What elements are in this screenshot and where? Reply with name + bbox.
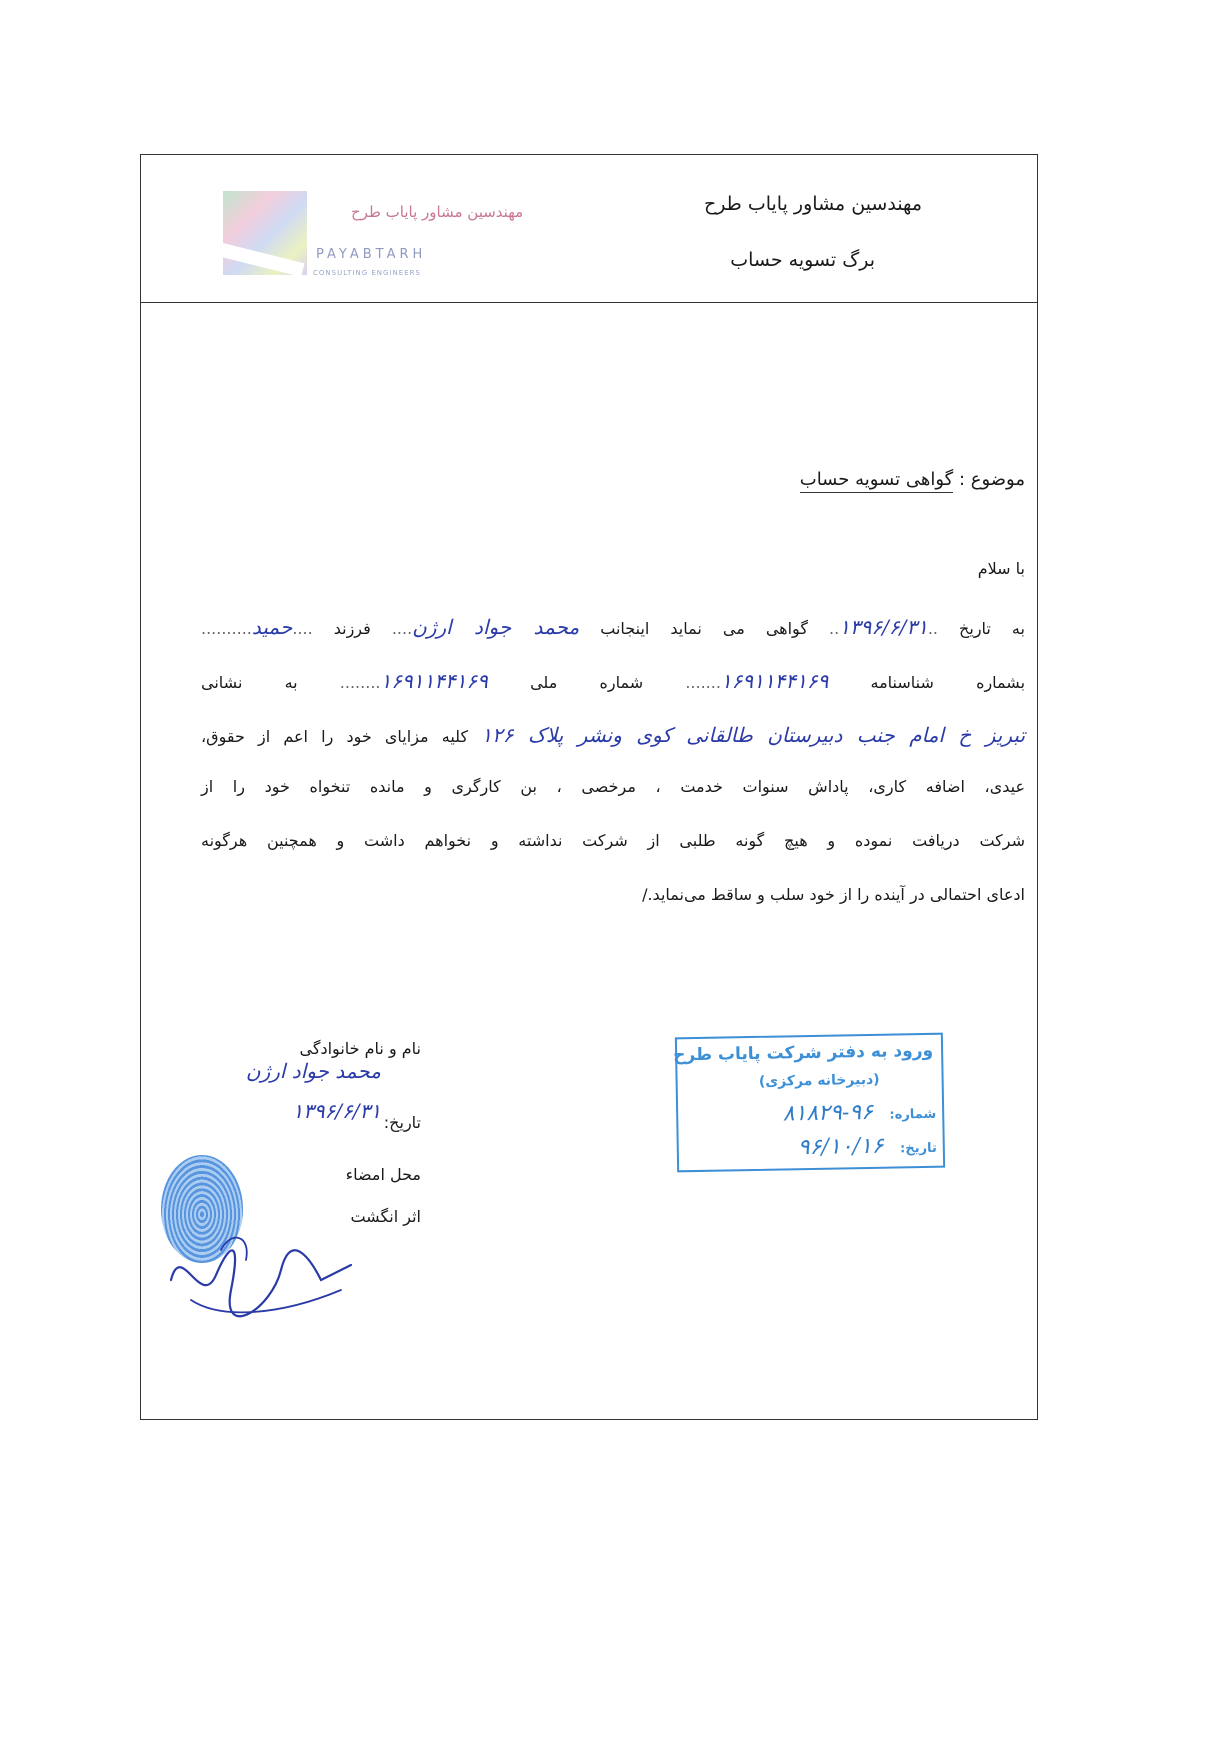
logo-subtext: CONSULTING ENGINEERS <box>313 269 421 277</box>
subject-label: موضوع : <box>958 469 1025 490</box>
company-name: مهندسین مشاور پایاب طرح <box>703 193 922 215</box>
form-title: برگ تسویه حساب <box>730 249 875 271</box>
handwritten-name: محمد جواد ارژن <box>412 615 580 639</box>
logo-text-fa: مهندسین مشاور پایاب طرح <box>351 203 524 221</box>
subject-text: گواهی تسویه حساب <box>800 469 953 493</box>
signature-icon <box>161 1220 361 1330</box>
stamp-number-row <box>783 1099 937 1127</box>
name-label: نام و نام خانوادگی <box>299 1039 421 1058</box>
letter-line-1: به تاریخ ..۱۳۹۶/۶/۳۱.. گواهی می نماید اینجانب محمد جواد ارژن.... فرزند ....حمید.......... <box>201 615 1025 639</box>
company-logo-icon <box>223 191 307 275</box>
stamp-number-label: شماره: <box>889 1106 937 1123</box>
form-header <box>141 155 1037 303</box>
letter-line-5: شرکت دریافت نموده و هیچ گونه طلبی از شرکت نداشته و نخواهم داشت و همچنین هرگونه <box>201 831 1025 850</box>
logo-text-en: PAYABTARH <box>316 247 427 262</box>
fingerprint-label: اثر انگشت <box>350 1207 421 1226</box>
date-label: تاریخ: <box>383 1113 421 1132</box>
letter-line-6: ادعای احتمالی در آینده را از خود سلب و ساقط می‌نماید./ <box>642 885 1025 904</box>
text-id-number: بشماره شناسنامه <box>870 673 1026 692</box>
stamp-date-value: ۹۶/۱۰/۱۶ <box>797 1133 884 1161</box>
handwritten-father-name: حمید <box>251 615 293 639</box>
text-certifies: گواهی می نماید اینجانب <box>600 619 808 638</box>
text-national-id: شماره ملی <box>530 673 644 692</box>
signature-block <box>211 1035 441 1235</box>
text-on-date: به تاریخ <box>959 619 1025 638</box>
greeting: با سلام <box>977 559 1025 578</box>
sign-place-label: محل امضاء <box>345 1165 421 1184</box>
letter-line-2: بشماره شناسنامه ۱۶۹۱۱۴۴۱۶۹....... شماره ملی ۱۶۹۱۱۴۴۱۶۹........ به نشانی <box>201 669 1026 693</box>
stamp-number-value: ۹۶-۸۱۸۲۹ <box>782 1099 874 1127</box>
stamp-subtitle: (دبیرخانه مرکزی) <box>758 1071 880 1090</box>
handwritten-id-number: ۱۶۹۱۱۴۴۱۶۹ <box>720 669 829 693</box>
subject-line <box>800 469 1025 490</box>
stamp-date-row <box>798 1133 937 1160</box>
form-border <box>140 154 1038 1420</box>
handwritten-address: تبریز خ امام جنب دبیرستان طالقانی کوی ونشر پلاک ۱۲۶ <box>481 723 1026 747</box>
handwritten-signer-date: ۱۳۹۶/۶/۳۱ <box>292 1099 381 1123</box>
stamp-date-label: تاریخ: <box>899 1140 937 1157</box>
letter-line-4: عیدی، اضافه کاری، پاداش سنوات خدمت ، مرخصی ، بن کارگری و مانده تنخواه خود را از <box>201 777 1025 796</box>
handwritten-national-id: ۱۶۹۱۱۴۴۱۶۹ <box>380 669 488 693</box>
text-address: به نشانی <box>201 673 298 692</box>
stamp-title: ورود به دفتر شرکت پایاب طرح <box>673 1040 934 1066</box>
text-child-of: فرزند <box>333 619 371 638</box>
letter-line-3 <box>201 723 1025 747</box>
handwritten-signer-name: محمد جواد ارژن <box>245 1059 381 1083</box>
office-entry-stamp <box>675 1033 945 1173</box>
handwritten-date: ۱۳۹۶/۶/۳۱ <box>839 615 928 639</box>
text-benefits: کلیه مزایای خود را اعم از حقوق، <box>201 727 469 746</box>
